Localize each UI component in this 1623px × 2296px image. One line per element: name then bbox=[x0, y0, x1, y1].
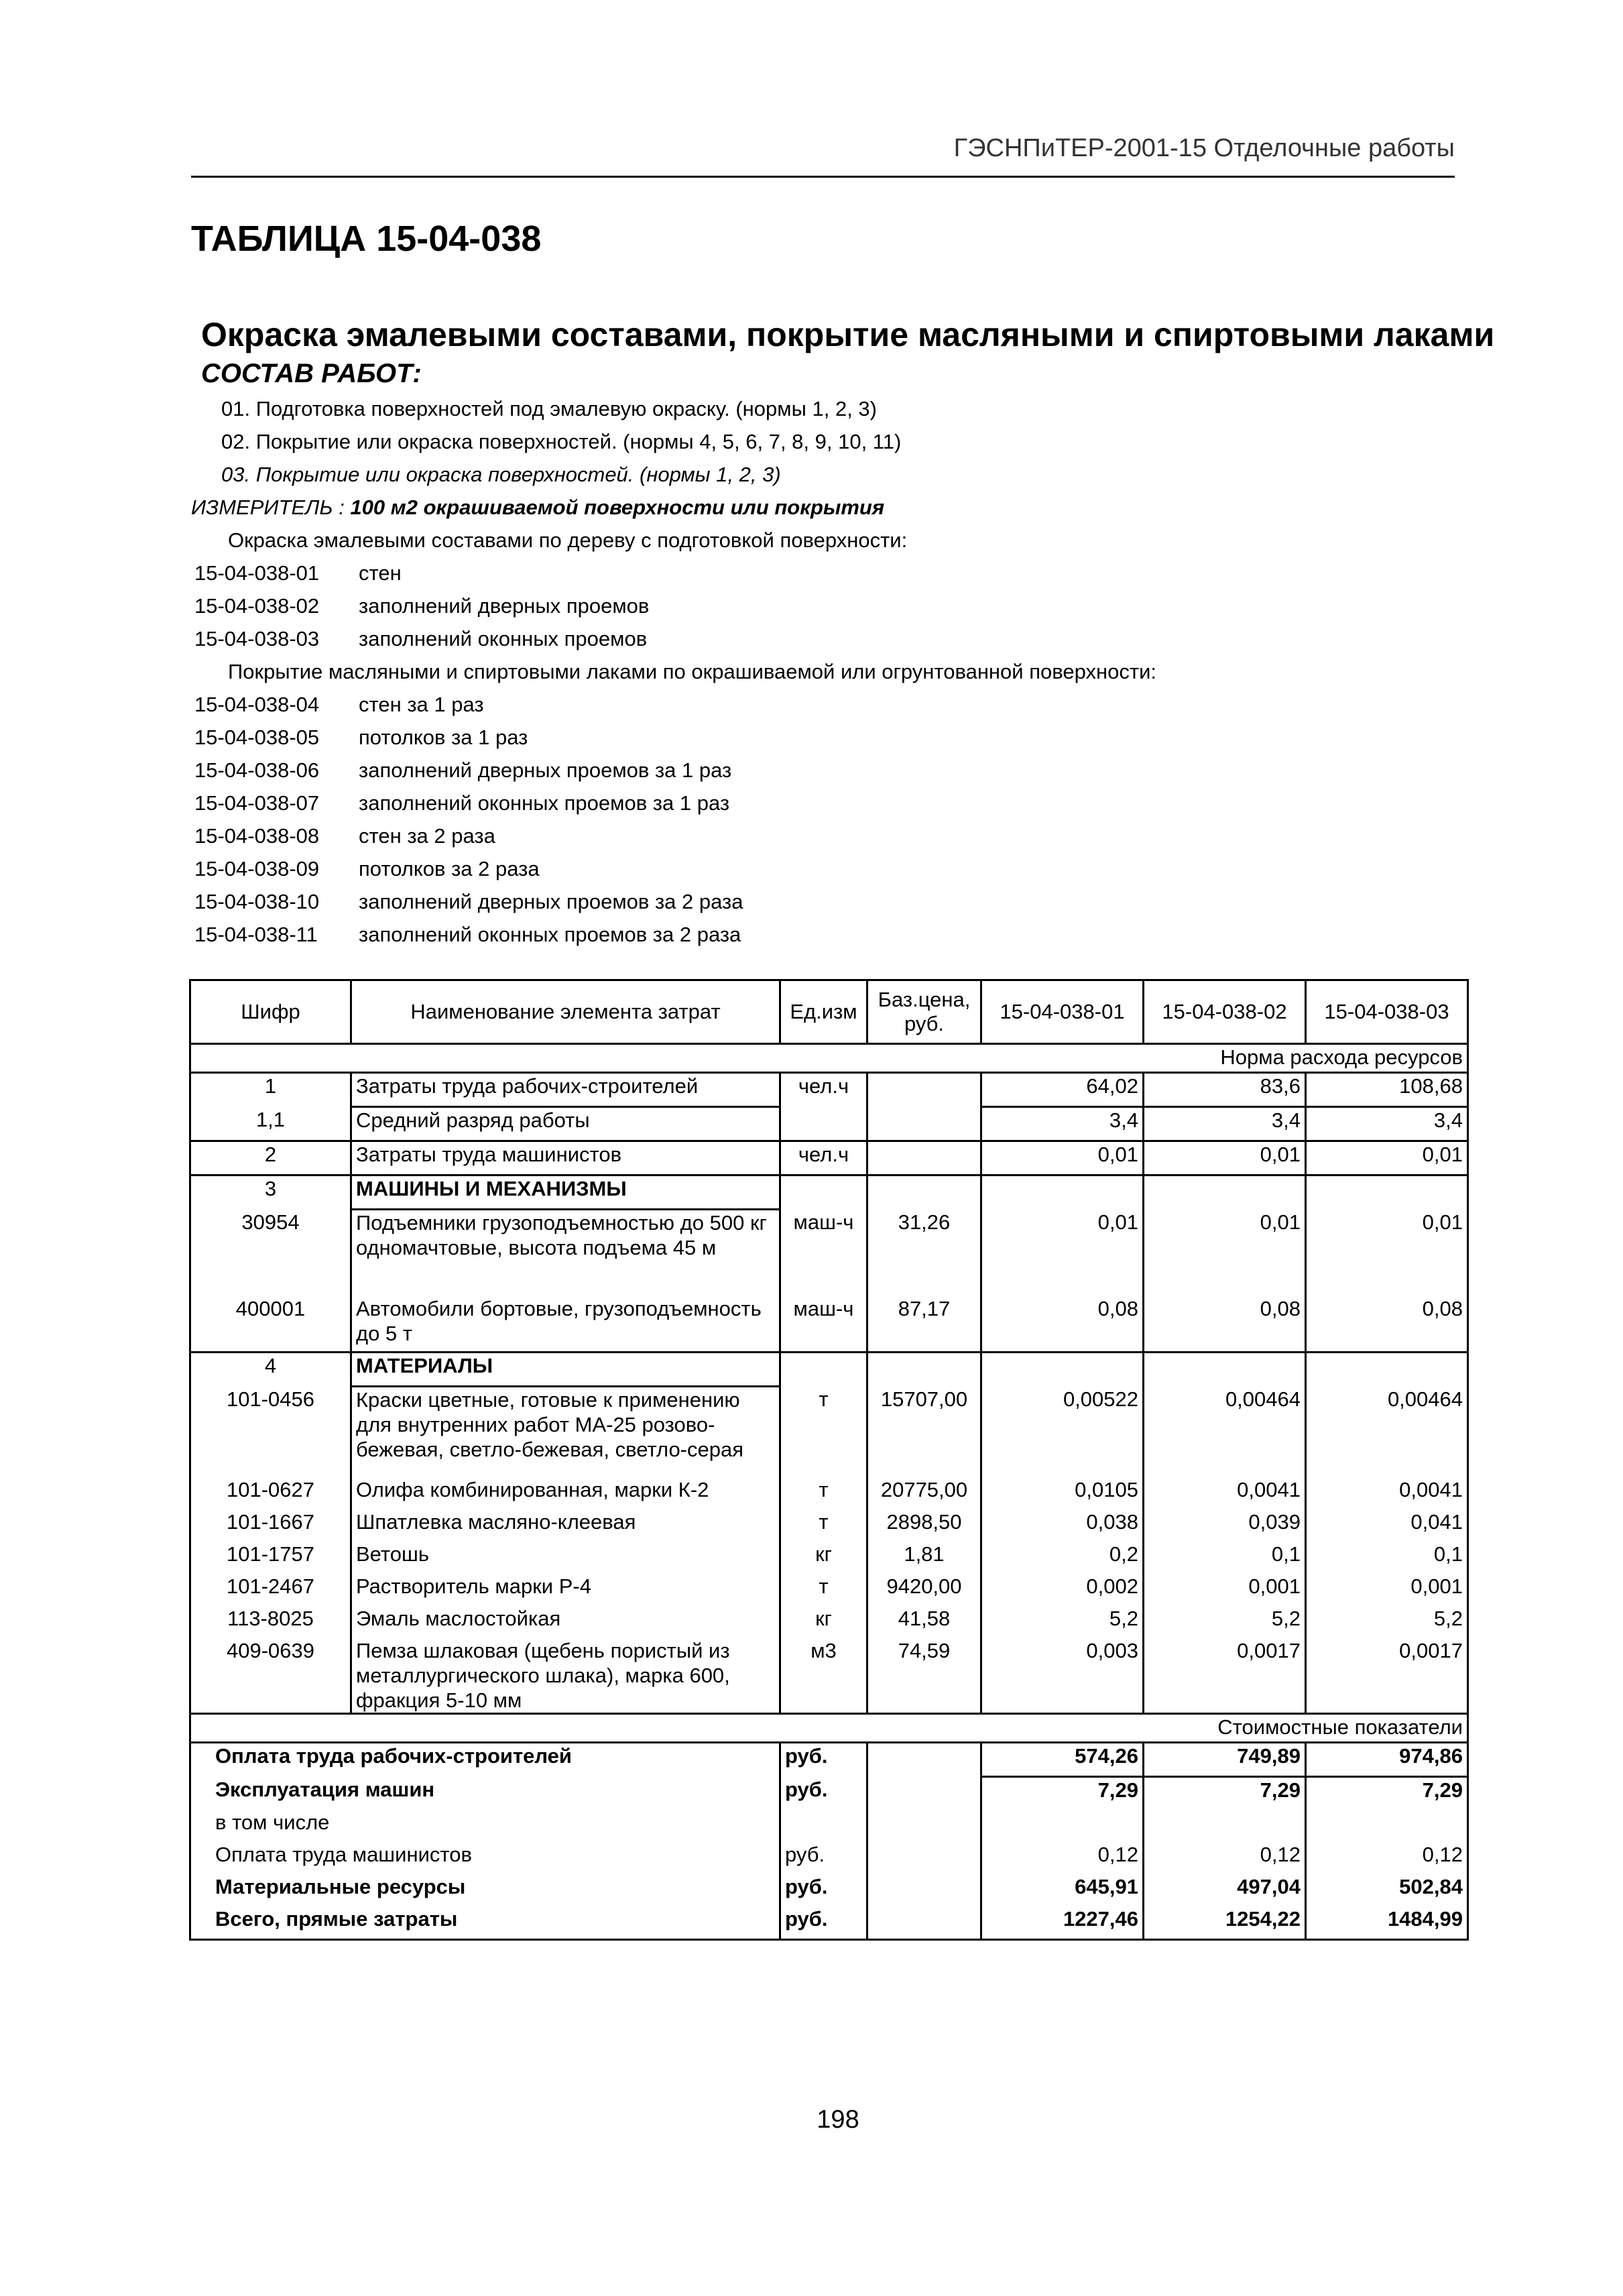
row-value-2: 0,00464 bbox=[1144, 1387, 1306, 1478]
header-rule bbox=[191, 176, 1455, 178]
row-value-2: 83,6 bbox=[1144, 1073, 1306, 1107]
row-price: 15707,00 bbox=[867, 1387, 981, 1478]
cost-value-1 bbox=[981, 1810, 1144, 1842]
cost-name: Оплата труда рабочих-строителей bbox=[190, 1743, 780, 1777]
row-unit: чел.ч bbox=[780, 1073, 867, 1107]
row-price: 20775,00 bbox=[867, 1477, 981, 1509]
row-name: Шпатлевка масляно-клеевая bbox=[351, 1509, 780, 1542]
table-row bbox=[190, 1638, 1468, 1714]
cost-value-2 bbox=[1144, 1810, 1306, 1842]
row-price: 87,17 bbox=[867, 1296, 981, 1353]
row-value-3 bbox=[1306, 1353, 1468, 1387]
table-row bbox=[190, 1175, 1468, 1210]
col-header-unit: Ед.изм bbox=[780, 980, 867, 1044]
cost-row bbox=[190, 1810, 1468, 1842]
row-name: Средний разряд работы bbox=[351, 1107, 780, 1141]
row-price bbox=[867, 1107, 981, 1141]
meter-value: 100 м2 окрашиваемой поверхности или покрытия bbox=[350, 496, 885, 519]
row-price: 74,59 bbox=[867, 1638, 981, 1714]
row-name: Ветошь bbox=[351, 1542, 780, 1574]
norm-code-row bbox=[194, 787, 729, 819]
row-unit: чел.ч bbox=[780, 1141, 867, 1175]
row-value-3: 0,041 bbox=[1306, 1509, 1468, 1542]
norm-code-row bbox=[194, 918, 741, 951]
cost-row bbox=[190, 1743, 1468, 1777]
row-value-1: 0,08 bbox=[981, 1296, 1144, 1353]
norm-name: стен bbox=[359, 561, 402, 585]
norm-name: заполнений дверных проемов за 2 раза bbox=[359, 890, 743, 913]
row-value-3: 0,08 bbox=[1306, 1296, 1468, 1353]
row-code: 113-8025 bbox=[190, 1606, 351, 1638]
row-price bbox=[867, 1353, 981, 1387]
row-code: 2 bbox=[190, 1141, 351, 1175]
cost-value-3 bbox=[1306, 1810, 1468, 1842]
row-name: Подъемники грузоподъемностью до 500 кг одномачтовые, высота подъема 45 м bbox=[351, 1210, 780, 1297]
norm-code: 15-04-038-07 bbox=[194, 791, 320, 815]
row-value-1 bbox=[981, 1353, 1144, 1387]
row-value-1: 5,2 bbox=[981, 1606, 1144, 1638]
row-value-3: 5,2 bbox=[1306, 1606, 1468, 1638]
cost-value-2: 497,04 bbox=[1144, 1874, 1306, 1906]
row-code: 400001 bbox=[190, 1296, 351, 1353]
cost-row bbox=[190, 1777, 1468, 1811]
row-price: 41,58 bbox=[867, 1606, 981, 1638]
norm-code: 15-04-038-08 bbox=[194, 824, 320, 848]
row-name: Эмаль маслостойкая bbox=[351, 1606, 780, 1638]
table-row bbox=[190, 1141, 1468, 1175]
row-unit bbox=[780, 1353, 867, 1387]
row-value-2: 5,2 bbox=[1144, 1606, 1306, 1638]
cost-row bbox=[190, 1906, 1468, 1940]
row-price bbox=[867, 1175, 981, 1210]
col-header-code: Шифр bbox=[190, 980, 351, 1044]
row-value-3: 0,00464 bbox=[1306, 1387, 1468, 1478]
row-name: Автомобили бортовые, грузоподъемность до 5 т bbox=[351, 1296, 780, 1353]
norm-name: стен за 2 раза bbox=[359, 824, 495, 848]
col-header-price: Баз.цена, руб. bbox=[867, 980, 981, 1044]
norm-code-row bbox=[194, 688, 484, 721]
table-row bbox=[190, 1073, 1468, 1107]
composition-title: СОСТАВ РАБОТ: bbox=[201, 359, 422, 388]
row-value-2 bbox=[1144, 1175, 1306, 1210]
cost-value-2: 1254,22 bbox=[1144, 1906, 1306, 1940]
row-value-2: 0,08 bbox=[1144, 1296, 1306, 1353]
meter bbox=[191, 491, 884, 524]
table-row bbox=[190, 1210, 1468, 1297]
row-code: 30954 bbox=[190, 1210, 351, 1297]
row-code: 1 bbox=[190, 1073, 351, 1107]
row-value-1 bbox=[981, 1175, 1144, 1210]
norm-name: заполнений оконных проемов за 1 раз bbox=[359, 791, 730, 815]
norm-code: 15-04-038-01 bbox=[194, 561, 320, 585]
row-value-3: 3,4 bbox=[1306, 1107, 1468, 1141]
row-value-2: 0,001 bbox=[1144, 1574, 1306, 1606]
row-name: Краски цветные, готовые к применению для внутренних работ МА-25 розово-бежевая, светло-бежевая, светло-серая bbox=[351, 1387, 780, 1478]
norm-name: потолков за 1 раз bbox=[359, 726, 528, 749]
table-row bbox=[190, 1296, 1468, 1353]
row-value-3: 0,01 bbox=[1306, 1141, 1468, 1175]
cost-value-1: 574,26 bbox=[981, 1743, 1144, 1777]
row-price: 1,81 bbox=[867, 1542, 981, 1574]
norm-code: 15-04-038-09 bbox=[194, 857, 320, 880]
cost-unit: руб. bbox=[780, 1906, 867, 1940]
norm-code-row bbox=[194, 819, 495, 852]
cost-value-1: 1227,46 bbox=[981, 1906, 1144, 1940]
table-row bbox=[190, 1387, 1468, 1478]
col-header-name: Наименование элемента затрат bbox=[351, 980, 780, 1044]
cost-value-1: 0,12 bbox=[981, 1842, 1144, 1874]
row-unit: м3 bbox=[780, 1638, 867, 1714]
meter-label: ИЗМЕРИТЕЛЬ : bbox=[191, 496, 345, 519]
row-unit: кг bbox=[780, 1606, 867, 1638]
row-name: Пемза шлаковая (щебень пористый из металлургического шлака), марка 600, фракция 5-10 мм bbox=[351, 1638, 780, 1714]
norm-code-row bbox=[194, 885, 743, 918]
row-value-1: 0,003 bbox=[981, 1638, 1144, 1714]
table-row bbox=[190, 1509, 1468, 1542]
norm-code: 15-04-038-03 bbox=[194, 627, 320, 650]
row-name: Растворитель марки Р-4 bbox=[351, 1574, 780, 1606]
row-code: 4 bbox=[190, 1353, 351, 1387]
row-code: 101-1667 bbox=[190, 1509, 351, 1542]
row-name: Затраты труда машинистов bbox=[351, 1141, 780, 1175]
norm-name: потолков за 2 раза bbox=[359, 857, 540, 880]
table-row bbox=[190, 1606, 1468, 1638]
norm-code: 15-04-038-11 bbox=[194, 923, 318, 946]
row-value-3: 0,0041 bbox=[1306, 1477, 1468, 1509]
row-value-1: 0,01 bbox=[981, 1141, 1144, 1175]
row-price: 9420,00 bbox=[867, 1574, 981, 1606]
row-code: 101-0456 bbox=[190, 1387, 351, 1478]
row-value-3: 0,001 bbox=[1306, 1574, 1468, 1606]
row-value-1: 0,01 bbox=[981, 1210, 1144, 1297]
row-unit: кг bbox=[780, 1542, 867, 1574]
running-head: ГЭСНПиТЕР-2001-15 Отделочные работы bbox=[953, 134, 1455, 162]
cost-value-1: 645,91 bbox=[981, 1874, 1144, 1906]
cost-name: Всего, прямые затраты bbox=[190, 1906, 780, 1940]
norm-label: Норма расхода ресурсов bbox=[981, 1044, 1468, 1073]
row-value-2: 0,039 bbox=[1144, 1509, 1306, 1542]
section-title: Окраска эмалевыми составами, покрытие масляными и спиртовыми лаками bbox=[201, 316, 1495, 353]
row-value-3 bbox=[1306, 1175, 1468, 1210]
cost-value-2: 0,12 bbox=[1144, 1842, 1306, 1874]
cost-row bbox=[190, 1874, 1468, 1906]
cost-unit: руб. bbox=[780, 1743, 867, 1777]
row-code: 101-1757 bbox=[190, 1542, 351, 1574]
table-row bbox=[190, 1107, 1468, 1141]
row-unit: маш-ч bbox=[780, 1210, 867, 1297]
cost-name: Материальные ресурсы bbox=[190, 1874, 780, 1906]
col-header-norm-3: 15-04-038-03 bbox=[1306, 980, 1468, 1044]
cost-label-row bbox=[190, 1714, 1468, 1743]
norm-name: стен за 1 раз bbox=[359, 693, 484, 716]
row-value-1: 0,0105 bbox=[981, 1477, 1144, 1509]
cost-value-3: 7,29 bbox=[1306, 1777, 1468, 1811]
row-code: 101-0627 bbox=[190, 1477, 351, 1509]
norm-name: заполнений оконных проемов за 2 раза bbox=[359, 923, 741, 946]
row-name: Олифа комбинированная, марки К-2 bbox=[351, 1477, 780, 1509]
row-value-2 bbox=[1144, 1353, 1306, 1387]
work-item: 02. Покрытие или окраска поверхностей. (нормы 4, 5, 6, 7, 8, 9, 10, 11) bbox=[221, 430, 902, 453]
row-value-3: 0,1 bbox=[1306, 1542, 1468, 1574]
group-header: Покрытие масляными и спиртовыми лаками по окрашиваемой или огрунтованной поверхности: bbox=[228, 660, 1156, 683]
row-unit bbox=[780, 1107, 867, 1141]
work-item: 03. Покрытие или окраска поверхностей. (нормы 1, 2, 3) bbox=[221, 463, 781, 486]
table-row bbox=[190, 1477, 1468, 1509]
row-value-2: 3,4 bbox=[1144, 1107, 1306, 1141]
row-value-1: 0,038 bbox=[981, 1509, 1144, 1542]
work-item: 01. Подготовка поверхностей под эмалевую окраску. (нормы 1, 2, 3) bbox=[221, 397, 877, 420]
cost-value-2: 749,89 bbox=[1144, 1743, 1306, 1777]
table-title: ТАБЛИЦА 15-04-038 bbox=[191, 219, 542, 259]
row-value-1: 0,2 bbox=[981, 1542, 1144, 1574]
col-header-norm-1: 15-04-038-01 bbox=[981, 980, 1144, 1044]
row-value-2: 0,0041 bbox=[1144, 1477, 1306, 1509]
norm-code: 15-04-038-06 bbox=[194, 758, 320, 782]
table-row bbox=[190, 1574, 1468, 1606]
row-unit: т bbox=[780, 1509, 867, 1542]
norm-code-row bbox=[194, 557, 402, 589]
row-price bbox=[867, 1073, 981, 1107]
row-value-1: 64,02 bbox=[981, 1073, 1144, 1107]
work-list bbox=[221, 392, 901, 491]
row-unit: т bbox=[780, 1574, 867, 1606]
row-value-1: 3,4 bbox=[981, 1107, 1144, 1141]
cost-value-3: 502,84 bbox=[1306, 1874, 1468, 1906]
group-header: Окраска эмалевыми составами по дереву с подготовкой поверхности: bbox=[228, 528, 908, 552]
row-price: 31,26 bbox=[867, 1210, 981, 1297]
norm-code-row bbox=[194, 622, 647, 655]
cost-unit: руб. bbox=[780, 1874, 867, 1906]
row-name: МАТЕРИАЛЫ bbox=[351, 1353, 780, 1387]
norm-name: заполнений дверных проемов bbox=[359, 594, 650, 618]
row-value-1: 0,002 bbox=[981, 1574, 1144, 1606]
row-price: 2898,50 bbox=[867, 1509, 981, 1542]
row-unit: маш-ч bbox=[780, 1296, 867, 1353]
cost-row bbox=[190, 1842, 1468, 1874]
cost-name: Оплата труда машинистов bbox=[190, 1842, 780, 1874]
norm-code: 15-04-038-04 bbox=[194, 693, 320, 716]
cost-name: Эксплуатация машин bbox=[190, 1777, 780, 1811]
row-unit: т bbox=[780, 1387, 867, 1478]
col-header-norm-2: 15-04-038-02 bbox=[1144, 980, 1306, 1044]
norm-code: 15-04-038-02 bbox=[194, 594, 320, 618]
norm-code: 15-04-038-10 bbox=[194, 890, 320, 913]
row-value-3: 0,0017 bbox=[1306, 1638, 1468, 1714]
row-code: 409-0639 bbox=[190, 1638, 351, 1714]
cost-value-3: 974,86 bbox=[1306, 1743, 1468, 1777]
norm-code-row bbox=[194, 721, 528, 754]
page-number: 198 bbox=[817, 2106, 859, 2134]
norm-code-row bbox=[194, 589, 649, 622]
row-value-1: 0,00522 bbox=[981, 1387, 1144, 1478]
cost-unit: руб. bbox=[780, 1777, 867, 1811]
cost-value-1: 7,29 bbox=[981, 1777, 1144, 1811]
norm-code-row bbox=[194, 852, 540, 885]
norm-label-row bbox=[190, 1044, 1468, 1073]
row-code: 1,1 bbox=[190, 1107, 351, 1141]
norm-name: заполнений оконных проемов bbox=[359, 627, 648, 650]
row-name: МАШИНЫ И МЕХАНИЗМЫ bbox=[351, 1175, 780, 1210]
row-unit bbox=[780, 1175, 867, 1210]
norm-code-row bbox=[194, 754, 731, 787]
cost-value-2: 7,29 bbox=[1144, 1777, 1306, 1811]
resource-table bbox=[189, 979, 1469, 1941]
cost-unit bbox=[780, 1810, 867, 1842]
cost-value-3: 1484,99 bbox=[1306, 1906, 1468, 1940]
row-value-2: 0,01 bbox=[1144, 1141, 1306, 1175]
row-unit: т bbox=[780, 1477, 867, 1509]
cost-name: в том числе bbox=[190, 1810, 780, 1842]
table-header-row bbox=[190, 980, 1468, 1044]
row-value-2: 0,0017 bbox=[1144, 1638, 1306, 1714]
row-name: Затраты труда рабочих-строителей bbox=[351, 1073, 780, 1107]
row-value-3: 0,01 bbox=[1306, 1210, 1468, 1297]
norm-code: 15-04-038-05 bbox=[194, 726, 320, 749]
cost-unit: руб. bbox=[780, 1842, 867, 1874]
row-price bbox=[867, 1141, 981, 1175]
row-code: 101-2467 bbox=[190, 1574, 351, 1606]
cost-label: Стоимостные показатели bbox=[981, 1714, 1468, 1743]
row-code: 3 bbox=[190, 1175, 351, 1210]
cost-value-3: 0,12 bbox=[1306, 1842, 1468, 1874]
norm-name: заполнений дверных проемов за 1 раз bbox=[359, 758, 732, 782]
row-value-2: 0,1 bbox=[1144, 1542, 1306, 1574]
row-value-2: 0,01 bbox=[1144, 1210, 1306, 1297]
table-row bbox=[190, 1542, 1468, 1574]
row-value-3: 108,68 bbox=[1306, 1073, 1468, 1107]
table-row bbox=[190, 1353, 1468, 1387]
